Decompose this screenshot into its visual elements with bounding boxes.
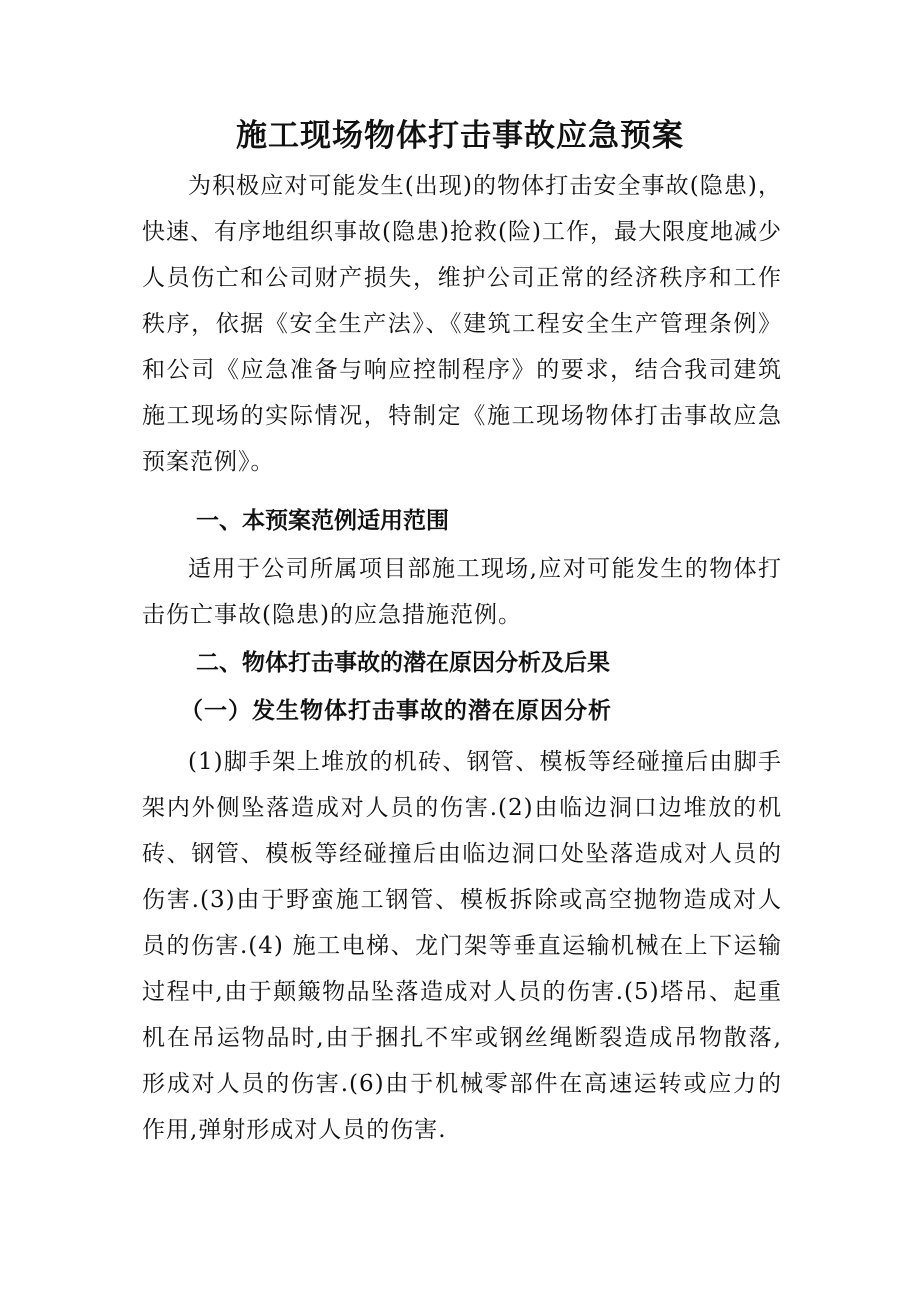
section-2-heading: 二、物体打击事故的潜在原因分析及后果 xyxy=(196,650,610,676)
section-2-body: (1)脚手架上堆放的机砖、钢管、模板等经碰撞后由脚手架内外侧坠落造成对人员的伤害.(2)由临边洞口边堆放的机砖、钢管、模板等经碰撞后由临边洞口处坠落造成对人员的伤害.(3)由于野蛮施工钢管、模板拆除或高空抛物造成对人员的伤害.(4) 施工电梯、龙门架等垂直运输机械在上下运输过程中,由于颠簸物品坠落造成对人员的伤害.(5)塔吊、起重机在吊运物品时,由于捆扎不牢或钢丝绳断裂造成吊物散落,形成对人员的伤害.(6)由于机械零部件在高速运转或应力的作用,弹射形成对人员的伤害. xyxy=(142,749,782,1143)
section-1-heading: 一、本预案范例适用范围 xyxy=(196,508,449,534)
intro-paragraph: 为积极应对可能发生(出现)的物体打击安全事故(隐患)，快速、有序地组织事故(隐患)抢救(险)工作，最大限度地减少人员伤亡和公司财产损失，维护公司正常的经济秩序和工作秩序，依据《安全生产法》、《建筑工程安全生产管理条例》和公司《应急准备与响应控制程序》的要求，结合我司建筑施工现场的实际情况，特制定《施工现场物体打击事故应急预案范例》。 xyxy=(142,173,782,475)
section-1-body: 适用于公司所属项目部施工现场,应对可能发生的物体打击伤亡事故(隐患)的应急措施范例。 xyxy=(142,556,782,628)
document-title: 施工现场物体打击事故应急预案 xyxy=(236,118,684,154)
section-2-subheading: （一）发生物体打击事故的潜在原因分析 xyxy=(180,697,612,724)
